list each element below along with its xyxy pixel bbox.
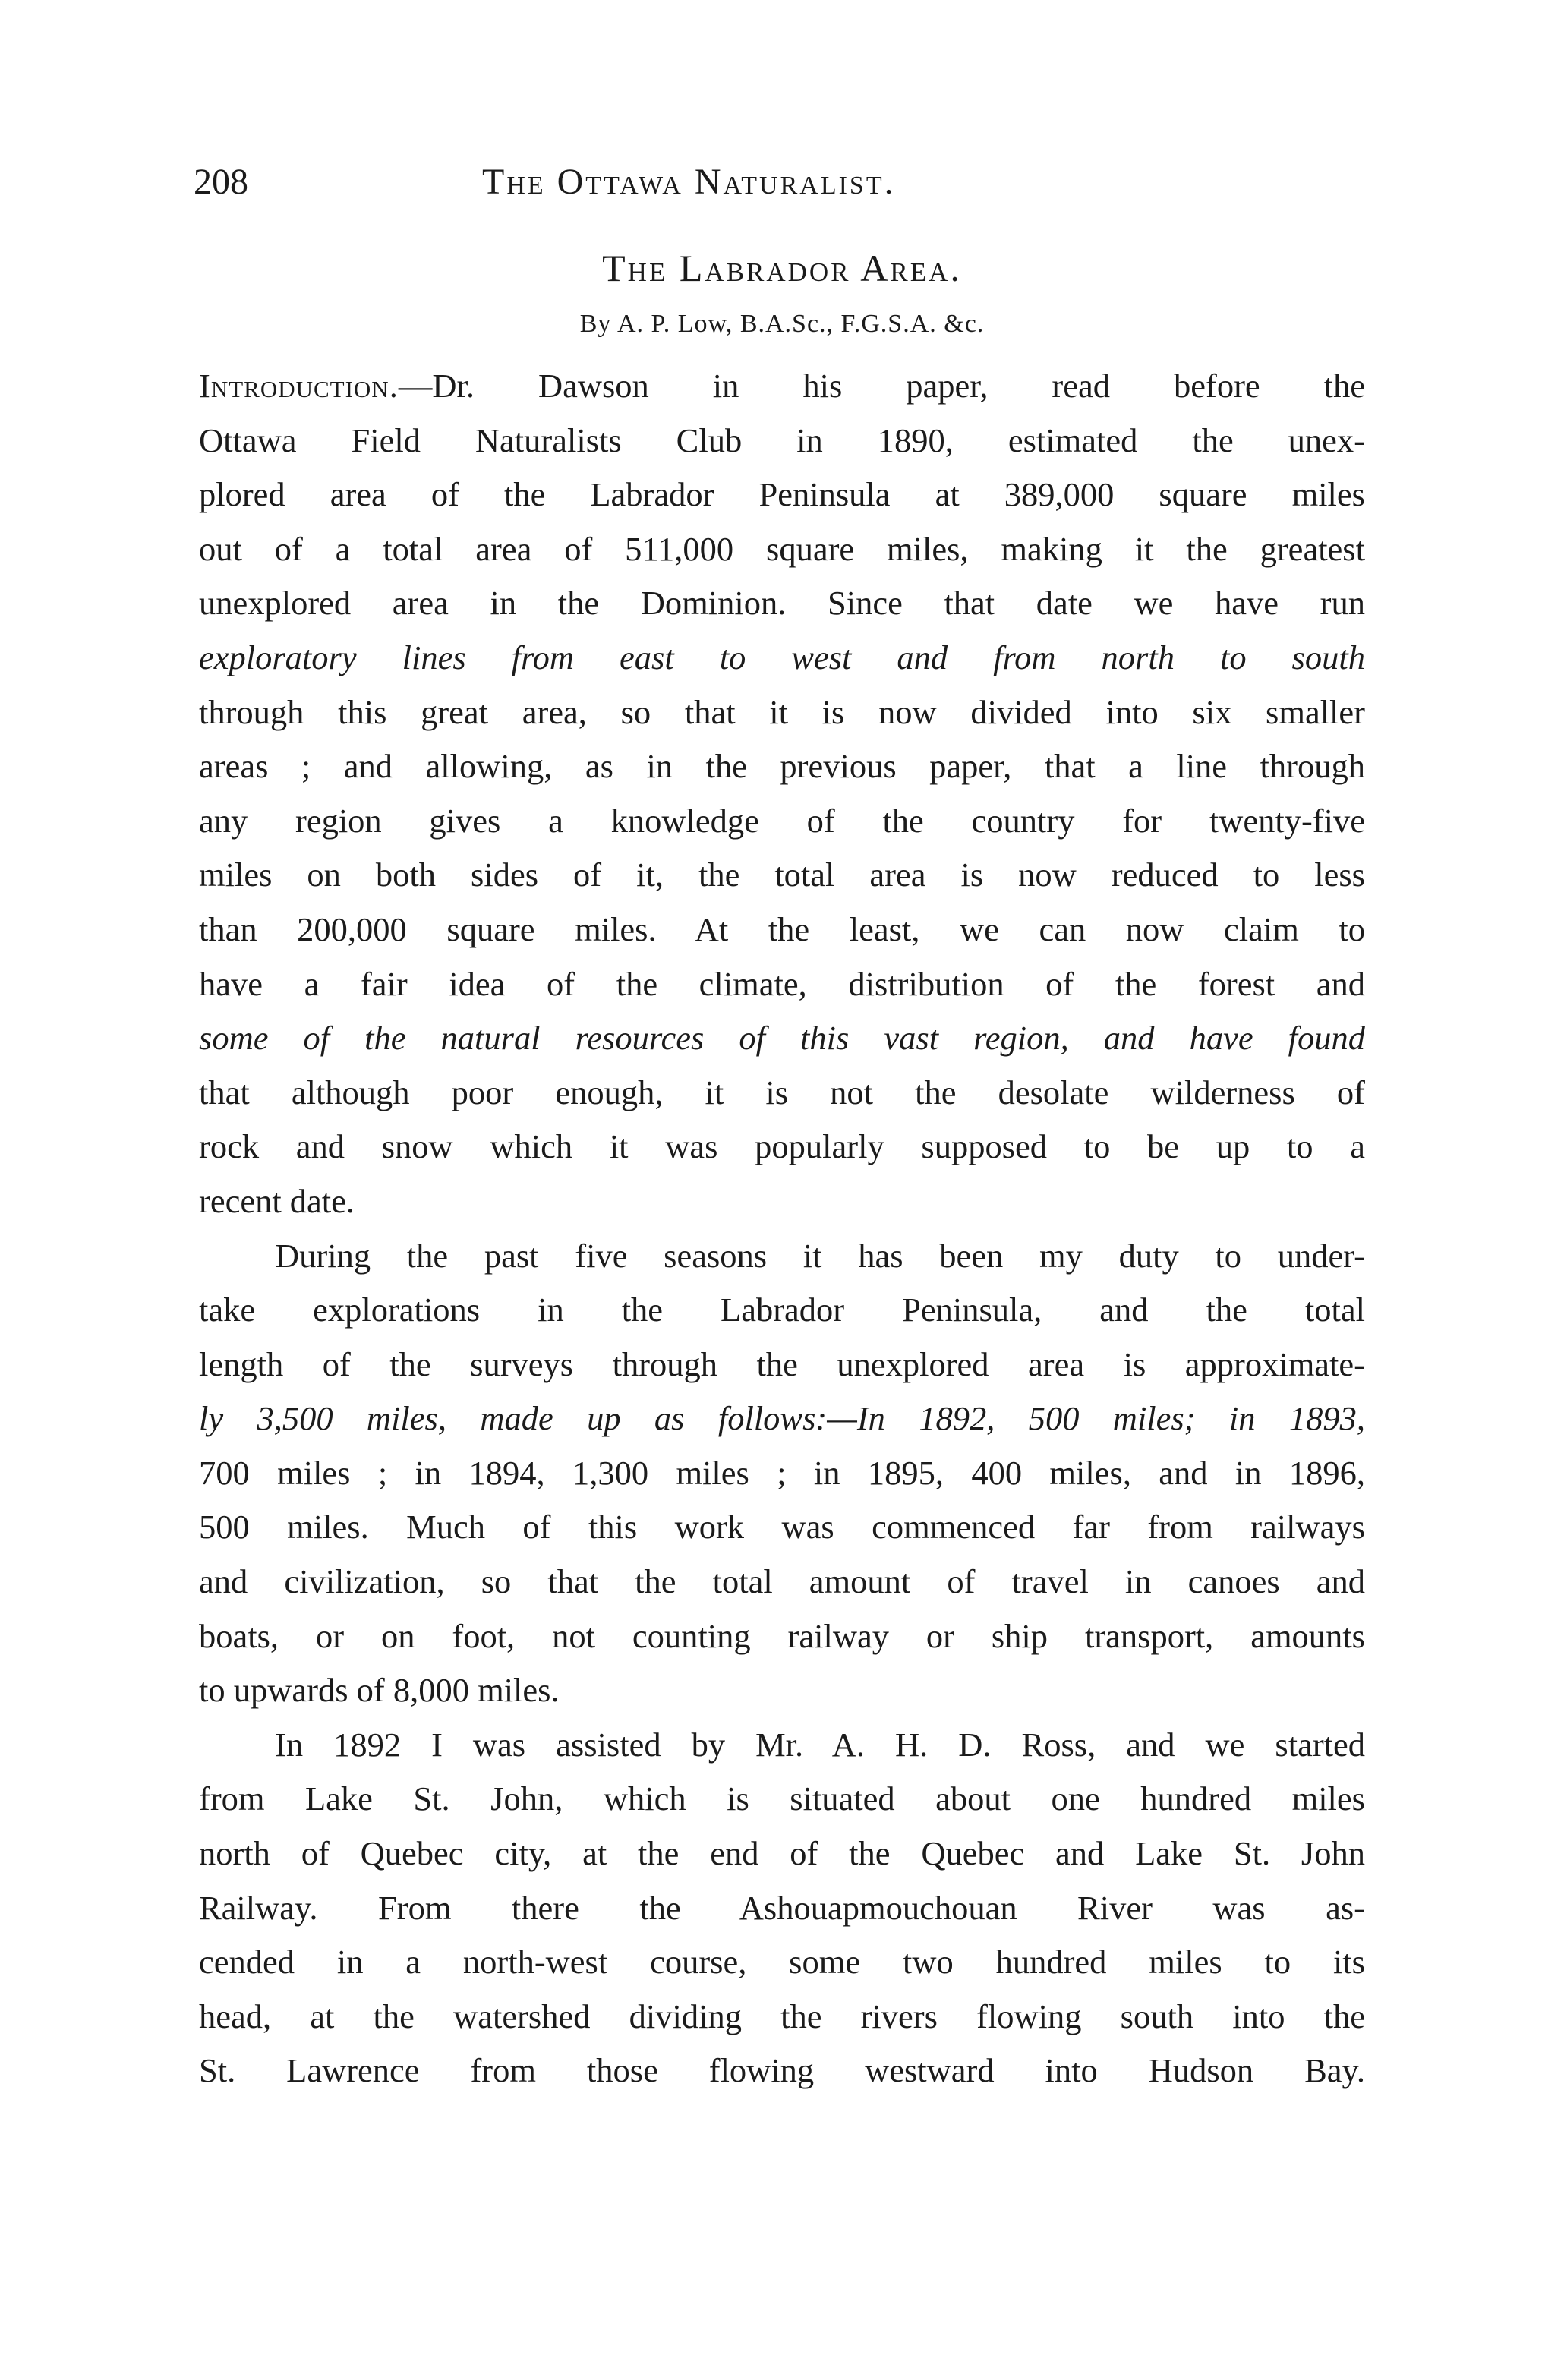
text-line: miles on both sides of it, the total area is now reduced to less xyxy=(199,856,1365,894)
text-line: 700 miles ; in 1894, 1,300 miles ; in 1895, 400 miles, and in 1896, xyxy=(199,1453,1365,1492)
introduction-label: Introduction. xyxy=(199,367,399,405)
text-line: that although poor enough, it is not the desolate wilderness of xyxy=(199,1073,1365,1111)
text-line: rock and snow which it was popularly supposed to be up to a xyxy=(199,1127,1365,1166)
text-line: During the past five seasons it has been my duty to under- xyxy=(275,1236,1365,1275)
text-line: Ottawa Field Naturalists Club in 1890, estimated the unex- xyxy=(199,421,1365,459)
text-line xyxy=(199,359,1365,414)
text-line: St. Lawrence from those flowing westward into Hudson Bay. xyxy=(199,2051,1365,2090)
text-line: areas ; and allowing, as in the previous paper, that a line through xyxy=(199,747,1365,786)
text-line: out of a total area of 511,000 square miles, making it the greatest xyxy=(199,529,1365,568)
article-byline: By A. P. Low, B.A.Sc., F.G.S.A. &c. xyxy=(579,310,985,338)
text-line: recent date. xyxy=(199,1181,355,1220)
text-line: some of the natural resources of this vast region, and have found xyxy=(199,1019,1365,1058)
text-line: have a fair idea of the climate, distribution of the forest and xyxy=(199,964,1365,1003)
text-line: plored area of the Labrador Peninsula at 389,000 square miles xyxy=(199,475,1365,514)
text-line: cended in a north-west course, some two hundred miles to its xyxy=(199,1943,1365,1981)
text-line: ly 3,500 miles, made up as follows:—In 1892, 500 miles; in 1893, xyxy=(199,1399,1365,1438)
text-line: any region gives a knowledge of the country for twenty-five xyxy=(199,801,1365,840)
text-line: than 200,000 square miles. At the least, we can now claim to xyxy=(199,909,1365,948)
text-line: 500 miles. Much of this work was commenced far from railways xyxy=(199,1508,1365,1546)
text-line: from Lake St. John, which is situated about one hundred miles xyxy=(199,1779,1365,1818)
text-line: boats, or on foot, not counting railway or ship transport, amounts xyxy=(199,1616,1365,1655)
running-head xyxy=(194,156,1367,209)
text-line: to upwards of 8,000 miles. xyxy=(199,1671,560,1710)
text-line: take explorations in the Labrador Peninsula, and the total xyxy=(199,1291,1365,1329)
text-line: north of Quebec city, at the end of the Quebec and Lake St. John xyxy=(199,1834,1365,1873)
text-line: through this great area, so that it is now divided into six smaller xyxy=(199,692,1365,731)
text-line: and civilization, so that the total amount of travel in canoes and xyxy=(199,1562,1365,1601)
text-line: exploratory lines from east to west and from north to south xyxy=(199,638,1365,676)
text-line: In 1892 I was assisted by Mr. A. H. D. Ross, and we started xyxy=(275,1725,1365,1764)
journal-title: The Ottawa Naturalist. xyxy=(482,162,896,202)
text-line: length of the surveys through the unexplored area is approximate- xyxy=(199,1344,1365,1383)
text-line: head, at the watershed dividing the rivers flowing south into the xyxy=(199,1997,1365,2035)
text-line: unexplored area in the Dominion. Since that date we have run xyxy=(199,584,1365,623)
text-line: Railway. From there the Ashouapmouchouan River was as- xyxy=(199,1888,1365,1927)
article-title: The Labrador Area. xyxy=(602,247,962,289)
article-body xyxy=(199,359,1365,2098)
page-number: 208 xyxy=(194,162,248,202)
text-line-content: —Dr. Dawson in his paper, read before the xyxy=(398,367,1365,405)
